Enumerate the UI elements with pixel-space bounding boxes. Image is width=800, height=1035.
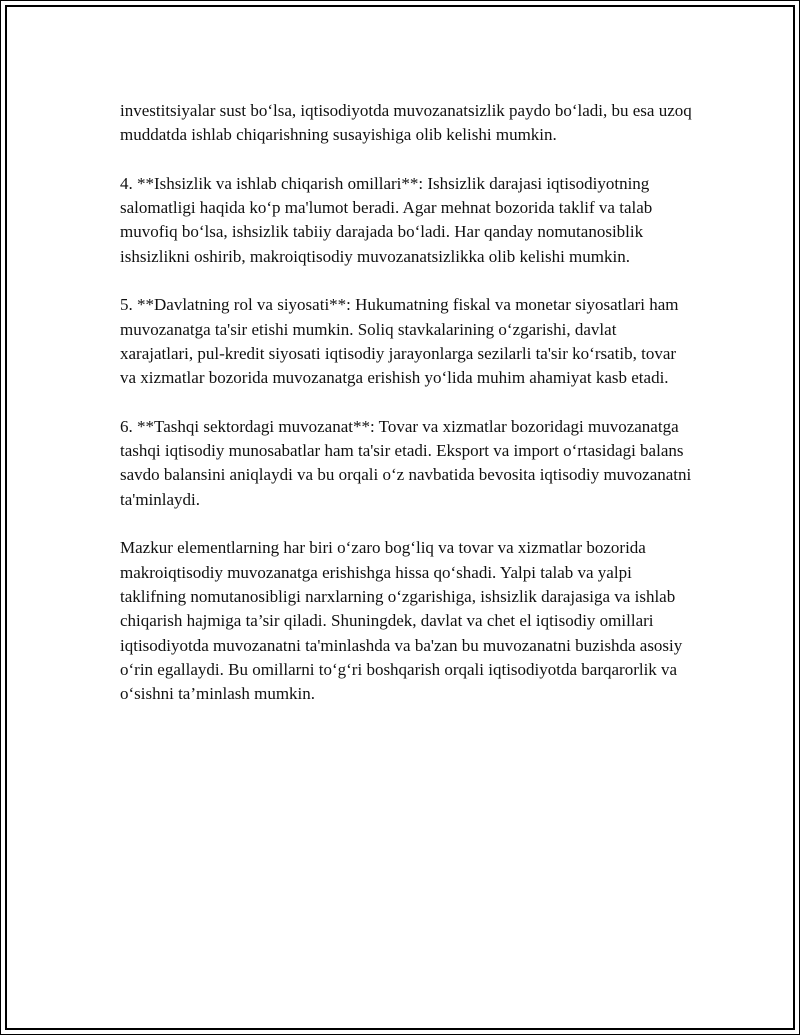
paragraph-unemployment: 4. **Ishsizlik va ishlab chiqarish omillari**: Ishsizlik darajasi iqtisodiyotning salomatligi haqida ko‘p ma'lumot beradi. Agar mehnat bozorida taklif va talab muvofiq bo‘lsa, ishsizlik tabiiy darajada bo‘ladi. Har qanday nomutanosiblik ishsizlikni oshirib, makroiqtisodiy muvozanatsizlikka olib kelishi mumkin. bbox=[120, 173, 653, 266]
paragraph-conclusion: Mazkur elementlarning har biri o‘zaro bog‘liq va tovar va xizmatlar bozorida makroiqtisodiy muvozanatga erishishga hissa qo‘shadi. Yalpi talab va yalpi taklifning nomutanosibligi narxlarning o‘zgarishiga, ishsizlik darajasiga va ishlab chiqarish hajmiga ta’sir qiladi. Shuningdek, davlat va chet el iqtisodiy omillari iqtisodiyotda muvozanatni ta'minlashda va ba'zan bu muvozanatni buzishda asosiy o‘rin egallaydi. Bu omillarni to‘g‘ri boshqarish orqali iqtisodiyotda barqarorlik va o‘sishni ta’minlash mumkin. bbox=[120, 538, 683, 704]
document-body bbox=[120, 99, 692, 731]
page-inner-border bbox=[5, 5, 795, 1030]
paragraph-external-sector: 6. **Tashqi sektordagi muvozanat**: Tovar va xizmatlar bozoridagi muvozanatga tashqi iqtisodiy munosabatlar ham ta'sir etadi. Eksport va import o‘rtasidagi balans savdo balansini aniqlaydi va bu orqali o‘z navbatida bevosita iqtisodiy muvozanatni ta'minlaydi. bbox=[120, 416, 692, 509]
paragraph-investment-continuation: investitsiyalar sust bo‘lsa, iqtisodiyotda muvozanatsizlik paydo bo‘ladi, bu esa uzoq muddatda ishlab chiqarishning susayishiga olib kelishi mumkin. bbox=[120, 101, 692, 145]
paragraph-government-policy: 5. **Davlatning rol va siyosati**: Hukumatning fiskal va monetar siyosatlari ham muvozanatga ta'sir etishi mumkin. Soliq stavkalarining o‘zgarishi, davlat xarajatlari, pul-kredit siyosati iqtisodiy jarayonlarga sezilarli ta'sir ko‘rsatib, tovar va xizmatlar bozorida muvozanatga erishish yo‘lida muhim ahamiyat kasb etadi. bbox=[120, 295, 679, 388]
